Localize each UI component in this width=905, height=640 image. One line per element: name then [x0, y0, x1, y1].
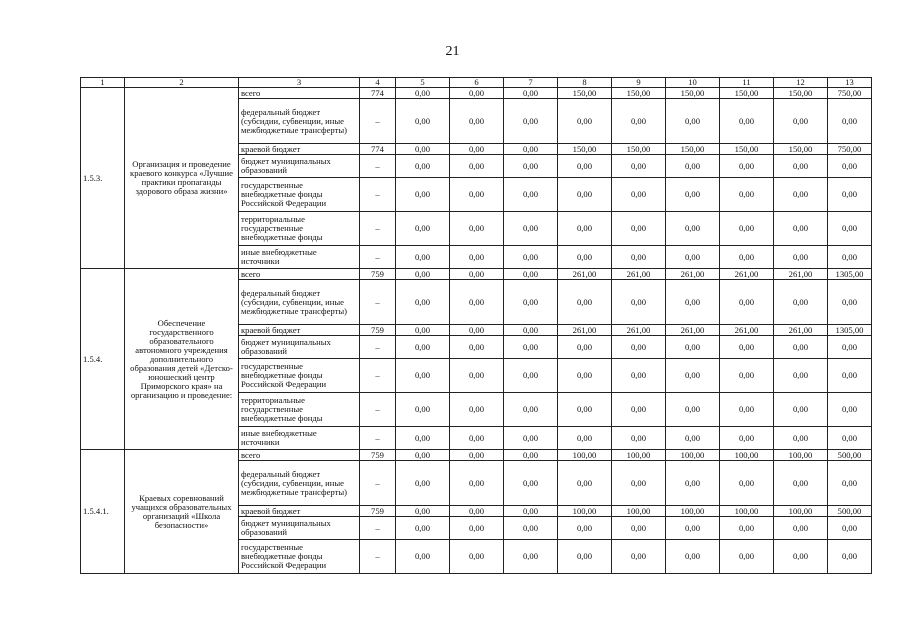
value-cell: 0,00: [828, 336, 872, 359]
value-cell: 0,00: [504, 540, 558, 574]
value-cell: 0,00: [450, 359, 504, 393]
value-cell: 0,00: [396, 144, 450, 155]
value-cell: 0,00: [396, 359, 450, 393]
funding-source: федеральный бюджет (субсидии, субвенции, иные межбюджетные трансферты): [239, 99, 360, 144]
value-cell: 0,00: [504, 359, 558, 393]
value-cell: 0,00: [450, 540, 504, 574]
value-cell: 261,00: [558, 269, 612, 280]
budget-code: –: [360, 336, 396, 359]
funding-source: всего: [239, 88, 360, 99]
value-cell: 0,00: [558, 155, 612, 178]
value-cell: 0,00: [828, 212, 872, 246]
budget-code: –: [360, 427, 396, 450]
value-cell: 0,00: [720, 359, 774, 393]
value-cell: 0,00: [612, 99, 666, 144]
value-cell: 0,00: [720, 461, 774, 506]
value-cell: 0,00: [828, 246, 872, 269]
budget-code: 774: [360, 88, 396, 99]
value-cell: 0,00: [396, 517, 450, 540]
funding-source: территориальные государственные внебюджетные фонды: [239, 393, 360, 427]
budget-code: 759: [360, 450, 396, 461]
value-cell: 100,00: [558, 506, 612, 517]
value-cell: 0,00: [558, 280, 612, 325]
value-cell: 0,00: [450, 517, 504, 540]
section-name: Краевых соревнований учащихся образовательных организаций «Школа безопасности»: [125, 450, 239, 574]
budget-code: –: [360, 393, 396, 427]
budget-code: –: [360, 155, 396, 178]
value-cell: 0,00: [666, 280, 720, 325]
value-cell: 0,00: [558, 540, 612, 574]
budget-code: –: [360, 178, 396, 212]
value-cell: 0,00: [396, 99, 450, 144]
column-header: 12: [774, 78, 828, 88]
budget-code: –: [360, 99, 396, 144]
value-cell: 750,00: [828, 144, 872, 155]
value-cell: 0,00: [720, 212, 774, 246]
value-cell: 0,00: [396, 88, 450, 99]
funding-source: краевой бюджет: [239, 506, 360, 517]
value-cell: 0,00: [612, 540, 666, 574]
column-header: 6: [450, 78, 504, 88]
funding-source: всего: [239, 269, 360, 280]
table-body: [81, 88, 872, 574]
value-cell: 0,00: [666, 246, 720, 269]
value-cell: 0,00: [720, 155, 774, 178]
funding-source: иные внебюджетные источники: [239, 427, 360, 450]
value-cell: 0,00: [666, 427, 720, 450]
budget-code: –: [360, 517, 396, 540]
value-cell: 0,00: [450, 506, 504, 517]
funding-source: всего: [239, 450, 360, 461]
funding-source: государственные внебюджетные фонды Российской Федерации: [239, 178, 360, 212]
value-cell: 0,00: [720, 336, 774, 359]
value-cell: 100,00: [720, 506, 774, 517]
value-cell: 0,00: [558, 336, 612, 359]
budget-code: 759: [360, 506, 396, 517]
value-cell: 0,00: [504, 88, 558, 99]
value-cell: 150,00: [558, 88, 612, 99]
value-cell: 0,00: [504, 517, 558, 540]
funding-source: краевой бюджет: [239, 144, 360, 155]
table-row: [81, 88, 872, 99]
value-cell: 0,00: [558, 99, 612, 144]
value-cell: 0,00: [828, 99, 872, 144]
value-cell: 0,00: [774, 212, 828, 246]
table-row: [81, 269, 872, 280]
value-cell: 261,00: [612, 325, 666, 336]
value-cell: 0,00: [612, 178, 666, 212]
value-cell: 0,00: [720, 280, 774, 325]
value-cell: 0,00: [774, 359, 828, 393]
column-header: 5: [396, 78, 450, 88]
value-cell: 0,00: [612, 517, 666, 540]
budget-code: 774: [360, 144, 396, 155]
table-row: [81, 450, 872, 461]
value-cell: 0,00: [450, 450, 504, 461]
value-cell: 0,00: [504, 269, 558, 280]
value-cell: 0,00: [720, 393, 774, 427]
value-cell: 0,00: [396, 336, 450, 359]
budget-code: –: [360, 246, 396, 269]
value-cell: 0,00: [774, 517, 828, 540]
value-cell: 0,00: [396, 212, 450, 246]
value-cell: 150,00: [720, 144, 774, 155]
value-cell: 500,00: [828, 506, 872, 517]
value-cell: 0,00: [450, 144, 504, 155]
value-cell: 0,00: [666, 359, 720, 393]
value-cell: 0,00: [504, 246, 558, 269]
value-cell: 0,00: [396, 178, 450, 212]
value-cell: 0,00: [450, 99, 504, 144]
value-cell: 0,00: [558, 212, 612, 246]
value-cell: 0,00: [666, 178, 720, 212]
funding-source: государственные внебюджетные фонды Российской Федерации: [239, 359, 360, 393]
value-cell: 0,00: [828, 461, 872, 506]
value-cell: 0,00: [720, 540, 774, 574]
value-cell: 0,00: [396, 450, 450, 461]
budget-table: [80, 77, 872, 574]
column-header: 8: [558, 78, 612, 88]
value-cell: 0,00: [828, 155, 872, 178]
value-cell: 0,00: [612, 393, 666, 427]
value-cell: 0,00: [828, 280, 872, 325]
value-cell: 0,00: [666, 461, 720, 506]
value-cell: 1305,00: [828, 269, 872, 280]
value-cell: 100,00: [612, 450, 666, 461]
column-header: 3: [239, 78, 360, 88]
value-cell: 261,00: [666, 269, 720, 280]
funding-source: территориальные государственные внебюджетные фонды: [239, 212, 360, 246]
value-cell: 0,00: [450, 88, 504, 99]
value-cell: 261,00: [558, 325, 612, 336]
budget-code: –: [360, 280, 396, 325]
value-cell: 0,00: [612, 427, 666, 450]
value-cell: 0,00: [666, 540, 720, 574]
value-cell: 100,00: [774, 506, 828, 517]
value-cell: 0,00: [504, 427, 558, 450]
value-cell: 150,00: [666, 144, 720, 155]
header-row: [81, 78, 872, 88]
funding-source: федеральный бюджет (субсидии, субвенции, иные межбюджетные трансферты): [239, 461, 360, 506]
funding-source: иные внебюджетные источники: [239, 246, 360, 269]
value-cell: 0,00: [450, 155, 504, 178]
column-header: 4: [360, 78, 396, 88]
value-cell: 0,00: [558, 246, 612, 269]
column-header: 13: [828, 78, 872, 88]
value-cell: 0,00: [828, 427, 872, 450]
value-cell: 0,00: [450, 212, 504, 246]
value-cell: 0,00: [828, 393, 872, 427]
value-cell: 0,00: [504, 506, 558, 517]
value-cell: 0,00: [612, 246, 666, 269]
funding-source: федеральный бюджет (субсидии, субвенции, иные межбюджетные трансферты): [239, 280, 360, 325]
value-cell: 261,00: [666, 325, 720, 336]
value-cell: 0,00: [396, 393, 450, 427]
funding-source: бюджет муниципальных образований: [239, 155, 360, 178]
value-cell: 0,00: [504, 336, 558, 359]
value-cell: 261,00: [720, 325, 774, 336]
value-cell: 0,00: [774, 336, 828, 359]
value-cell: 0,00: [558, 359, 612, 393]
value-cell: 0,00: [450, 280, 504, 325]
value-cell: 100,00: [612, 506, 666, 517]
value-cell: 0,00: [396, 280, 450, 325]
value-cell: 0,00: [450, 393, 504, 427]
value-cell: 0,00: [774, 155, 828, 178]
value-cell: 261,00: [774, 325, 828, 336]
value-cell: 0,00: [558, 517, 612, 540]
budget-code: –: [360, 359, 396, 393]
value-cell: 0,00: [450, 427, 504, 450]
column-header: 9: [612, 78, 666, 88]
value-cell: 0,00: [504, 155, 558, 178]
funding-source: бюджет муниципальных образований: [239, 517, 360, 540]
value-cell: 0,00: [666, 155, 720, 178]
value-cell: 0,00: [504, 99, 558, 144]
value-cell: 0,00: [396, 155, 450, 178]
column-header: 2: [125, 78, 239, 88]
value-cell: 0,00: [450, 246, 504, 269]
value-cell: 0,00: [666, 99, 720, 144]
budget-code: –: [360, 461, 396, 506]
column-header: 1: [81, 78, 125, 88]
value-cell: 150,00: [720, 88, 774, 99]
section-code: 1.5.4.1.: [81, 450, 125, 574]
value-cell: 0,00: [396, 427, 450, 450]
value-cell: 0,00: [612, 280, 666, 325]
value-cell: 0,00: [828, 359, 872, 393]
value-cell: 0,00: [504, 325, 558, 336]
value-cell: 0,00: [504, 212, 558, 246]
value-cell: 0,00: [666, 517, 720, 540]
value-cell: 0,00: [720, 246, 774, 269]
value-cell: 0,00: [396, 461, 450, 506]
funding-source: бюджет муниципальных образований: [239, 336, 360, 359]
value-cell: 0,00: [774, 246, 828, 269]
value-cell: 0,00: [396, 325, 450, 336]
budget-code: –: [360, 212, 396, 246]
value-cell: 0,00: [558, 393, 612, 427]
value-cell: 100,00: [666, 506, 720, 517]
value-cell: 0,00: [828, 540, 872, 574]
value-cell: 0,00: [774, 178, 828, 212]
value-cell: 0,00: [612, 212, 666, 246]
budget-code: –: [360, 540, 396, 574]
value-cell: 0,00: [612, 461, 666, 506]
value-cell: 0,00: [504, 461, 558, 506]
value-cell: 0,00: [612, 359, 666, 393]
value-cell: 261,00: [774, 269, 828, 280]
value-cell: 100,00: [720, 450, 774, 461]
value-cell: 0,00: [774, 280, 828, 325]
value-cell: 0,00: [666, 393, 720, 427]
section-code: 1.5.3.: [81, 88, 125, 269]
value-cell: 0,00: [396, 540, 450, 574]
section-name: Организация и проведение краевого конкурса «Лучшие практики пропаганды здорового образа жизни»: [125, 88, 239, 269]
value-cell: 0,00: [450, 269, 504, 280]
value-cell: 0,00: [720, 427, 774, 450]
value-cell: 0,00: [558, 178, 612, 212]
value-cell: 0,00: [774, 540, 828, 574]
value-cell: 150,00: [774, 144, 828, 155]
column-header: 7: [504, 78, 558, 88]
section-name: Обеспечение государственного образовательного автономного учреждения дополнительного образования детей «Детско-юношеский центр Приморского края» на организацию и проведение:: [125, 269, 239, 450]
value-cell: 0,00: [774, 393, 828, 427]
value-cell: 1305,00: [828, 325, 872, 336]
value-cell: 0,00: [396, 269, 450, 280]
value-cell: 0,00: [720, 517, 774, 540]
value-cell: 0,00: [828, 517, 872, 540]
value-cell: 0,00: [396, 506, 450, 517]
value-cell: 100,00: [774, 450, 828, 461]
value-cell: 0,00: [774, 461, 828, 506]
value-cell: 0,00: [450, 178, 504, 212]
value-cell: 0,00: [774, 99, 828, 144]
value-cell: 0,00: [828, 178, 872, 212]
value-cell: 100,00: [666, 450, 720, 461]
value-cell: 150,00: [612, 144, 666, 155]
value-cell: 150,00: [774, 88, 828, 99]
value-cell: 0,00: [612, 155, 666, 178]
value-cell: 0,00: [504, 450, 558, 461]
funding-source: краевой бюджет: [239, 325, 360, 336]
value-cell: 0,00: [774, 427, 828, 450]
value-cell: 0,00: [666, 336, 720, 359]
value-cell: 0,00: [450, 336, 504, 359]
value-cell: 150,00: [666, 88, 720, 99]
value-cell: 0,00: [558, 427, 612, 450]
value-cell: 100,00: [558, 450, 612, 461]
funding-source: государственные внебюджетные фонды Российской Федерации: [239, 540, 360, 574]
column-header: 11: [720, 78, 774, 88]
value-cell: 500,00: [828, 450, 872, 461]
value-cell: 0,00: [720, 178, 774, 212]
value-cell: 0,00: [450, 461, 504, 506]
value-cell: 0,00: [612, 336, 666, 359]
value-cell: 750,00: [828, 88, 872, 99]
value-cell: 0,00: [504, 178, 558, 212]
page-number: 21: [445, 44, 460, 59]
value-cell: 261,00: [612, 269, 666, 280]
value-cell: 0,00: [666, 212, 720, 246]
value-cell: 150,00: [612, 88, 666, 99]
value-cell: 0,00: [720, 99, 774, 144]
value-cell: 0,00: [450, 325, 504, 336]
section-code: 1.5.4.: [81, 269, 125, 450]
budget-code: 759: [360, 269, 396, 280]
budget-code: 759: [360, 325, 396, 336]
value-cell: 0,00: [396, 246, 450, 269]
value-cell: 0,00: [504, 144, 558, 155]
value-cell: 0,00: [504, 393, 558, 427]
value-cell: 0,00: [558, 461, 612, 506]
value-cell: 261,00: [720, 269, 774, 280]
value-cell: 150,00: [558, 144, 612, 155]
column-header: 10: [666, 78, 720, 88]
value-cell: 0,00: [504, 280, 558, 325]
